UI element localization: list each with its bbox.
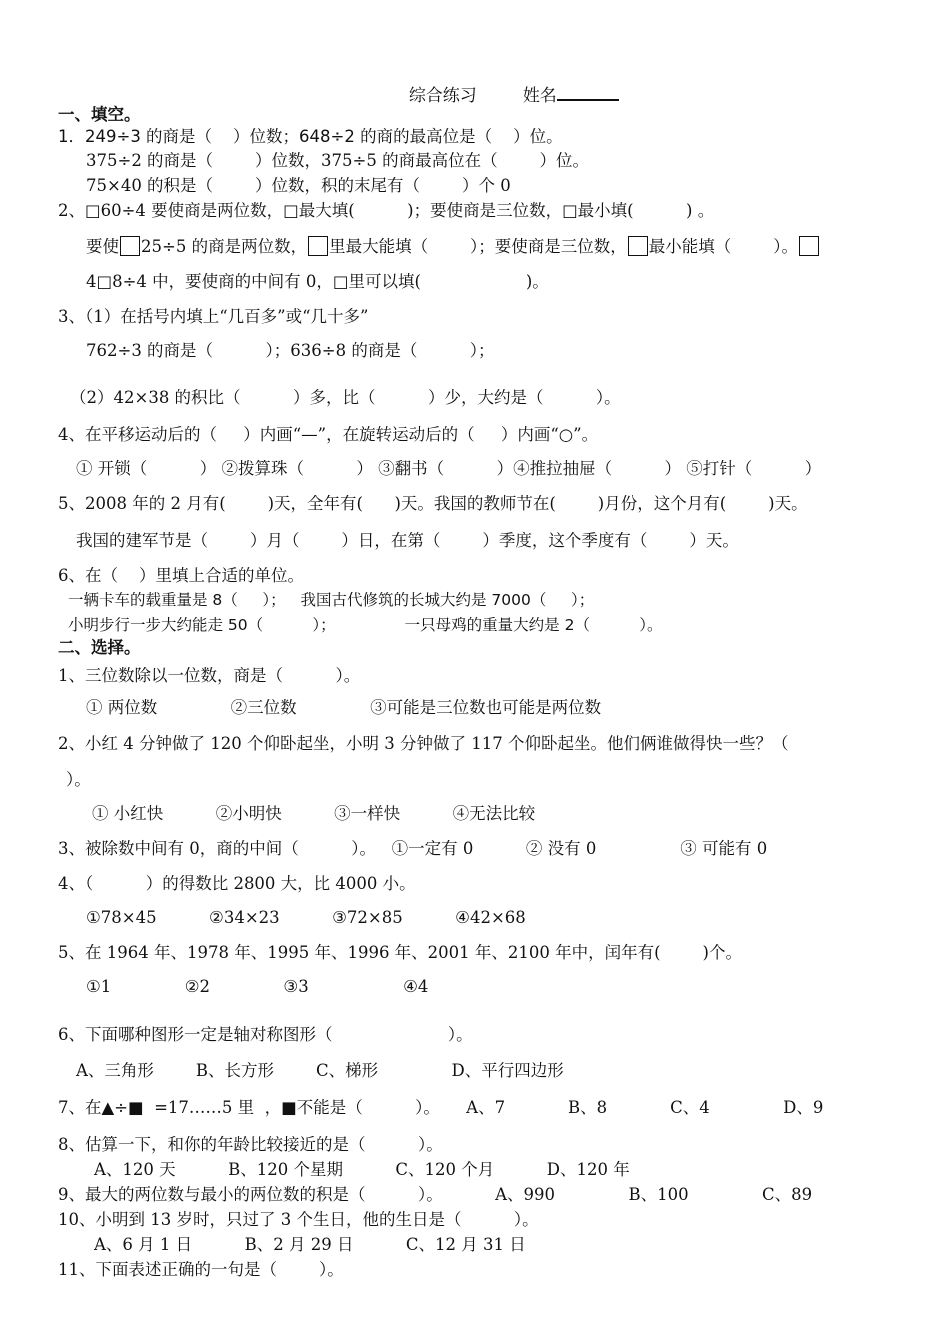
q1-line-1: 1．249÷3 的商是（ ）位数；648÷2 的商的最高位是（ ）位。	[58, 127, 563, 146]
q3-line-2: 762÷3 的商是（ ）；636÷8 的商是（ ）；	[86, 341, 495, 360]
q6-line-3: 小明步行一步大约能走 50（ ）； 一只母鸡的重量大约是 2（ ）。	[68, 616, 663, 634]
answer-box[interactable]	[120, 236, 140, 256]
s2-q6-options: A、三角形 B、长方形 C、梯形 D、平行四边形	[76, 1061, 564, 1080]
s2-q4: 4、（ ）的得数比 2800 大，比 4000 小。	[58, 874, 416, 893]
q3-line-3: （2）42×38 的积比（ ）多，比（ ）少，大约是（ ）。	[70, 388, 621, 407]
s2-q8-options: A、120 天 B、120 个星期 C、120 个月 D、120 年	[94, 1160, 630, 1179]
section-heading-fill-in: 一、填空。	[58, 105, 141, 124]
q2-line-3: 4□8÷4 中，要使商的中间有 0，□里可以填( )。	[86, 272, 549, 291]
answer-box[interactable]	[628, 236, 648, 256]
s2-q11: 11、下面表述正确的一句是（ ）。	[58, 1260, 344, 1279]
q6-line-2: 一辆卡车的载重量是 8（ ）； 我国古代修筑的长城大约是 7000（ ）；	[68, 591, 595, 609]
s2-q1: 1、三位数除以一位数，商是（ ）。	[58, 666, 361, 685]
s2-q9: 9、最大的两位数与最小的两位数的积是（ ）。 A、990 B、100 C、89	[58, 1185, 813, 1204]
q2-line-2-b: 25÷5 的商是两位数，	[141, 237, 308, 256]
worksheet-title	[398, 63, 619, 107]
q2-line-2-d: 最小能填（ ）。	[648, 237, 799, 256]
s2-q3: 3、被除数中间有 0，商的中间（ ）。 ①一定有 0 ② 没有 0 ③ 可能有 0	[58, 839, 768, 858]
s2-q4-options: ①78×45 ②34×23 ③72×85 ④42×68	[86, 908, 526, 927]
s2-q2: 2、小红 4 分钟做了 120 个仰卧起坐，小明 3 分钟做了 117 个仰卧起坐。他们俩谁做得快一些？（	[58, 734, 789, 753]
s2-q5-options: ①1 ②2 ③3 ④4	[86, 977, 429, 996]
name-blank[interactable]	[557, 85, 619, 101]
q2-line-2-a: 要使	[86, 237, 119, 256]
s2-q10: 10、小明到 13 岁时，只过了 3 个生日，他的生日是（ ）。	[58, 1210, 539, 1229]
q6-line-1: 6、在（ ）里填上合适的单位。	[58, 566, 304, 585]
s2-q2-options: ① 小红快 ②小明快 ③一样快 ④无法比较	[92, 804, 536, 823]
q2-line-2-c: 里最大能填（ ）；要使商是三位数，	[329, 237, 627, 256]
q4-line-1: 4、在平移运动后的（ ）内画“—”，在旋转运动后的（ ）内画“○”。	[58, 425, 599, 444]
s2-q2-cont: ）。	[66, 770, 91, 789]
q4-line-2: ① 开锁（ ） ②拨算珠（ ） ③翻书（ ）④推拉抽屉（ ） ⑤打针（ ）	[76, 459, 822, 478]
s2-q5: 5、在 1964 年、1978 年、1995 年、1996 年、2001 年、2100 年中，闰年有( )个。	[58, 943, 742, 962]
s2-q6: 6、下面哪种图形一定是轴对称图形（ ）。	[58, 1025, 473, 1044]
s2-q1-options: ① 两位数 ②三位数 ③可能是三位数也可能是两位数	[86, 698, 602, 717]
q5-line-2: 我国的建军节是（ ）月（ ）日，在第（ ）季度，这个季度有（ ）天。	[76, 531, 739, 550]
section-heading-choice: 二、选择。	[58, 638, 141, 657]
s2-q7: 7、在▲÷■ =17……5 里 ，■不能是（ ）。 A、7 B、8 C、4 D、9	[58, 1098, 824, 1117]
answer-box[interactable]	[308, 236, 328, 256]
q5-line-1: 5、2008 年的 2 月有( )天，全年有( )天。我国的教师节在( )月份，这个月有( )天。	[58, 494, 808, 513]
answer-box[interactable]	[799, 236, 819, 256]
q3-line-1: 3、（1）在括号内填上“几百多”或“几十多”	[58, 307, 369, 326]
s2-q10-options: A、6 月 1 日 B、2 月 29 日 C、12 月 31 日	[94, 1235, 526, 1254]
name-label: 姓名	[522, 86, 557, 106]
q1-line-2: 375÷2 的商是（ ）位数，375÷5 的商最高位在（ ）位。	[86, 151, 590, 170]
q2-line-2	[86, 236, 820, 258]
q2-line-1: 2、□60÷4 要使商是两位数，□最大填( )；要使商是三位数，□最小填( ) 。	[58, 201, 715, 220]
q1-line-3: 75×40 的积是（ ）位数，积的末尾有（ ）个 0	[86, 176, 511, 195]
s2-q8: 8、估算一下，和你的年龄比较接近的是（ ）。	[58, 1135, 443, 1154]
title-text: 综合练习	[408, 86, 477, 106]
